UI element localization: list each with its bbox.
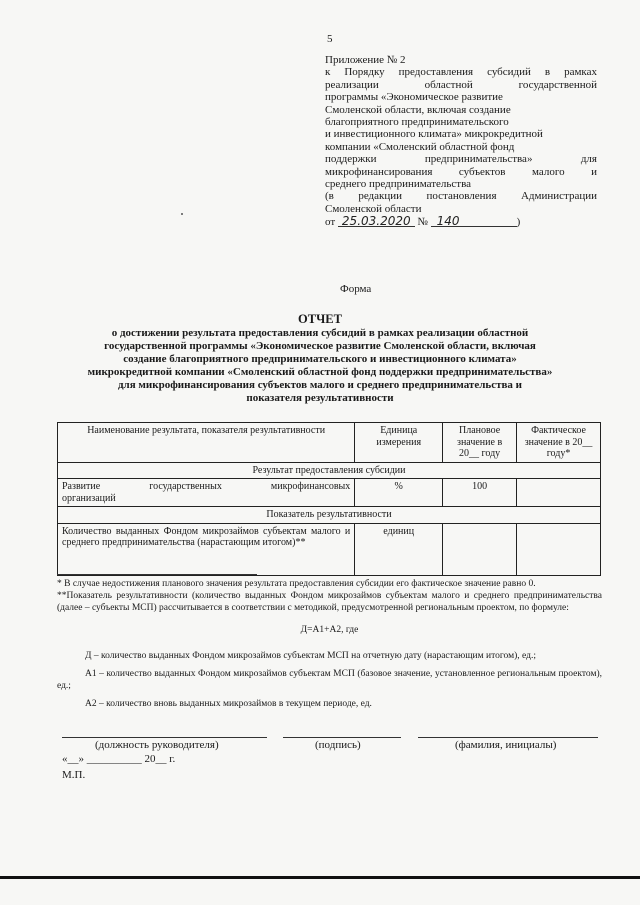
report-title-line: показателя результативности bbox=[246, 392, 394, 404]
row-name: Развитие государственных микрофинансовых организаций bbox=[58, 479, 355, 507]
appendix-line: и инвестиционного климата» микрокредитной bbox=[325, 128, 543, 141]
signature-line bbox=[283, 737, 401, 738]
report-title-line: государственной программы «Экономическое развитие Смоленской области, включая bbox=[104, 340, 536, 352]
row-unit: % bbox=[355, 479, 443, 507]
row-plan: 100 bbox=[443, 479, 517, 507]
report-table bbox=[57, 422, 601, 576]
section-row bbox=[58, 507, 601, 524]
footnote-divider bbox=[57, 574, 257, 575]
position-label: (должность руководителя) bbox=[95, 739, 219, 751]
row-name: Количество выданных Фондом микрозаймов субъектам малого и среднего предпринимательства (нарастающим итогом)** bbox=[58, 523, 355, 575]
close-paren: ) bbox=[516, 216, 521, 229]
formula-a1: А1 – количество выданных Фондом микрозаймов субъектам МСП (базовое значение, установленное региональным проектом), ед.; bbox=[57, 669, 602, 691]
table-header-row bbox=[58, 423, 601, 463]
report-title-line: создание благоприятного предпринимательского и инвестиционного климата» bbox=[123, 353, 517, 365]
appendix-line: Смоленской области, включая создание bbox=[325, 103, 511, 116]
stamp-place: М.П. bbox=[62, 769, 86, 781]
section-indicator: Показатель результативности bbox=[58, 507, 601, 524]
handwritten-date: 25.03.2020 bbox=[338, 215, 415, 227]
appendix-line: программы «Экономическое развитие bbox=[325, 91, 503, 104]
appendix-line: компании «Смоленский областной фонд bbox=[325, 140, 515, 153]
header-unit: Единица измерения bbox=[355, 423, 443, 463]
appendix-line: реализации областной государственной bbox=[325, 78, 597, 91]
footnote-1: * В случае недостижения планового значения результата предоставления субсидии его фактическое значение равно 0. bbox=[57, 579, 536, 589]
row-fact bbox=[517, 523, 601, 575]
appendix-line: благоприятного предпринимательского bbox=[325, 116, 509, 129]
formula-a2: А2 – количество вновь выданных микрозаймов в текущем периоде, ед. bbox=[85, 699, 372, 709]
appendix-line: (в редакции постановления Администрации bbox=[325, 190, 597, 203]
footnotes bbox=[57, 578, 602, 710]
table-row bbox=[58, 523, 601, 575]
appendix-title: Приложение № 2 bbox=[325, 54, 406, 66]
header-plan: Плановое значение в 20__ году bbox=[443, 423, 517, 463]
section-result: Результат предоставления субсидии bbox=[58, 462, 601, 479]
header-name: Наименование результата, показателя результативности bbox=[58, 423, 355, 463]
header-fact: Фактическое значение в 20__ году* bbox=[517, 423, 601, 463]
row-fact bbox=[517, 479, 601, 507]
row-plan bbox=[443, 523, 517, 575]
signature-label: (подпись) bbox=[315, 739, 361, 751]
report-title-main: ОТЧЕТ bbox=[298, 312, 342, 326]
report-title bbox=[40, 313, 600, 405]
scan-edge-bar bbox=[0, 876, 640, 879]
appendix-line: Смоленской области bbox=[325, 202, 422, 215]
appendix-line: среднего предпринимательства bbox=[325, 178, 472, 191]
appendix-line: к Порядку предоставления субсидий в рамках bbox=[325, 66, 597, 79]
name-line bbox=[418, 737, 598, 738]
formula: Д=А1+А2, где bbox=[300, 625, 359, 635]
name-label: (фамилия, инициалы) bbox=[455, 739, 557, 751]
appendix-header bbox=[325, 54, 597, 229]
handwritten-number: 140 bbox=[431, 215, 517, 227]
scan-speck bbox=[181, 213, 183, 215]
form-label: Форма bbox=[340, 283, 372, 295]
date-fill: «__» __________ 20__ г. bbox=[62, 753, 176, 765]
report-title-line: о достижении результата предоставления субсидий в рамках реализации областной bbox=[111, 327, 529, 339]
section-row bbox=[58, 462, 601, 479]
appendix-date-line bbox=[325, 215, 597, 228]
from-prefix: от bbox=[325, 216, 336, 229]
table-row bbox=[58, 479, 601, 507]
number-sign: № bbox=[417, 216, 428, 229]
position-line bbox=[62, 737, 267, 738]
report-title-line: для микрофинансирования субъектов малого и среднего предпринимательства и bbox=[117, 379, 523, 391]
report-title-line: микрокредитной компании «Смоленский областной фонд поддержки предпринимательства» bbox=[87, 366, 553, 378]
appendix-line: поддержки предпринимательства» для bbox=[325, 153, 597, 166]
row-unit: единиц bbox=[355, 523, 443, 575]
footnote-2: **Показатель результативности (количество выданных Фондом микрозаймов субъектам малого и среднего предпринимательства (далее – субъекты МСП) рассчитывается в соответствии с методикой, предусмотренной региональным проектом, по формуле: bbox=[57, 591, 602, 613]
page-number: 5 bbox=[327, 33, 333, 45]
appendix-line: микрофинансирования субъектов малого и bbox=[325, 165, 597, 178]
formula-d: Д – количество выданных Фондом микрозаймов субъектам МСП на отчетную дату (нарастающим итогом), ед.; bbox=[85, 651, 536, 661]
